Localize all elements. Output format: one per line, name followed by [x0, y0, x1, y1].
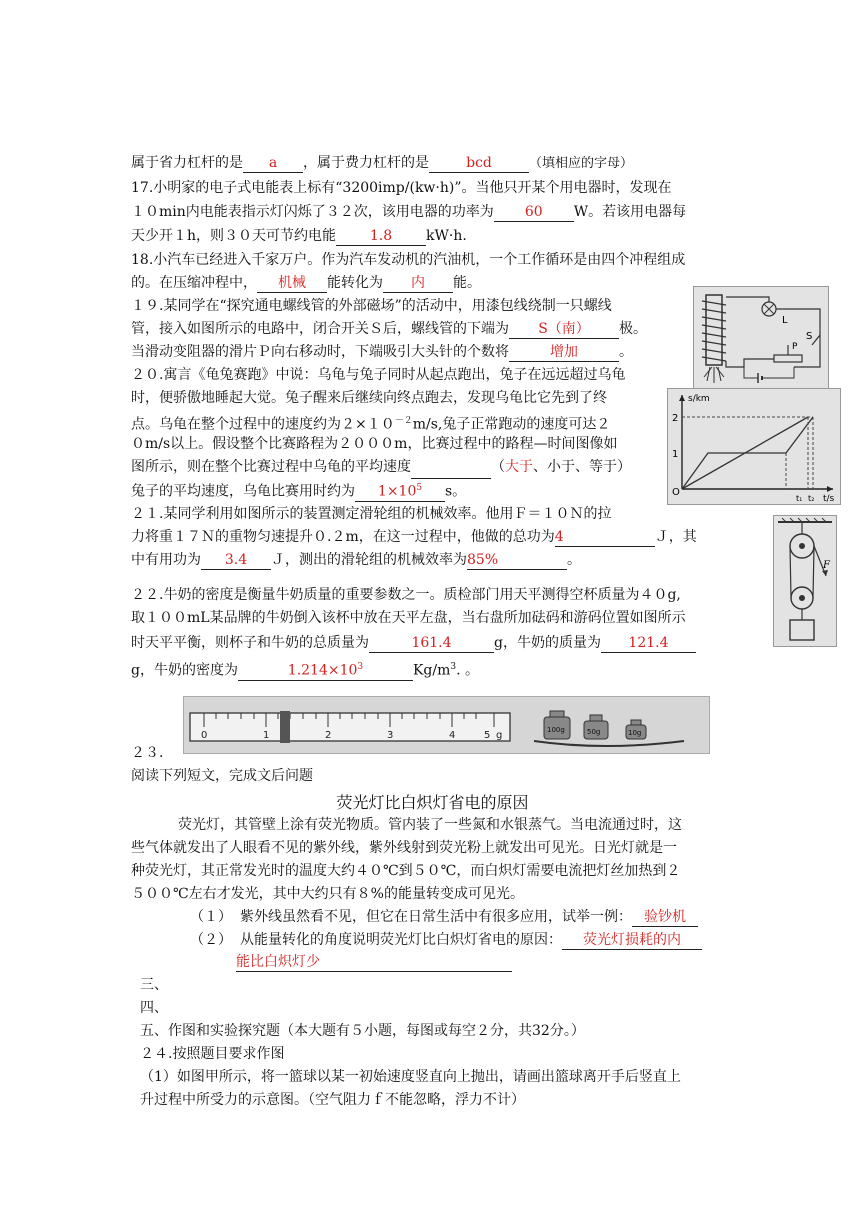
answer-blank[interactable]: 3.4: [201, 551, 271, 570]
answer-blank[interactable]: $1\times 10^5$: [355, 479, 445, 502]
q20-line-1: ２０.寓言《龟兔赛跑》中说：乌龟与兔子同时从起点跑出，兔子在远远超过乌龟: [131, 367, 626, 383]
y-tick-1: 1: [672, 449, 679, 460]
lamp-label: L: [782, 315, 788, 326]
x-axis-label: t/s: [823, 494, 835, 504]
q24-line-2: （1）如图甲所示，将一篮球以某一初始速度竖直向上抛出，请画出篮球离开手后竖直上: [140, 1069, 681, 1085]
section-3: 三、: [140, 977, 168, 993]
q20-line-4: ０m/s以上。假设整个比赛路程为２０００m，比赛过程中的路程—时间图像如: [131, 436, 618, 452]
answer-blank[interactable]: 4: [555, 528, 655, 547]
q22-line-2: 取１００mL某品牌的牛奶倒入该杯中放在天平左盘，当右盘所加砝码和游码位置如图所示: [131, 610, 686, 626]
passage-title: 荧光灯比白炽灯省电的原因: [336, 793, 529, 812]
pulley-svg: [774, 516, 836, 646]
q23-sub-2: （２） 从能量转化的角度说明荧光灯比白炽灯省电的原因： 荧光灯损耗的内: [190, 929, 702, 951]
answer-blank[interactable]: 能比白炽灯少: [236, 953, 512, 972]
q22-line-3: 时天平平衡，则杯子和牛奶的总质量为 161.4 g，牛奶的质量为 121.4: [131, 632, 696, 654]
answer-blank[interactable]: 荧光灯损耗的内: [562, 931, 702, 950]
passage-line-4: ５００℃左右才发光，其中大约只有８%的能量转变成可见光。: [131, 886, 524, 902]
answer-blank[interactable]: bcd: [429, 154, 529, 173]
q24-line-3: 升过程中所受力的示意图。（空气阻力ｆ不能忽略，浮力不计）: [140, 1092, 525, 1108]
q20-line-6: 兔子的平均速度，乌龟比赛用时约为 $1\times 10^5$ s。: [131, 479, 466, 503]
force-label: F: [823, 560, 830, 571]
q23-intro: 阅读下列短文，完成文后问题: [131, 768, 313, 784]
answer-blank[interactable]: 1.8: [336, 227, 426, 246]
pulley-figure: [773, 515, 837, 647]
q17-line-3: 天少开１h，则３０天可节约电能 1.8 kW·h.: [131, 228, 467, 244]
passage-line-3: 种荧光灯，其正常发光时的温度大约４０℃到５０℃，而白炽灯需要电流把灯丝加热到２: [131, 863, 681, 879]
passage-line-2: 些气体就发出了人眼看不见的紫外线，紫外线射到荧光粉上就发出可见光。日光灯就是一: [131, 840, 677, 856]
distance-time-graph: [667, 388, 841, 505]
section-5: 五、作图和实验探究题（本大题有５小题，每图或每空２分，共32分。）: [140, 1023, 585, 1039]
ruler-tick-2: 2: [325, 730, 332, 741]
ruler-tick-4: 4: [449, 730, 456, 741]
q22-line-1: ２２.牛奶的密度是衡量牛奶质量的重要参数之一。质检部门用天平测得空杯质量为４０g,: [131, 587, 681, 603]
answer-text: 大于: [505, 459, 533, 475]
q18-line-1: 18.小汽车已经进入千家万户。作为汽车发动机的汽油机，一个工作循环是由四个冲程组成: [131, 252, 686, 268]
weight-50g: 50g: [587, 728, 601, 736]
answer-blank[interactable]: 121.4: [601, 634, 696, 653]
q17-line-1: 17.小明家的电子式电能表上标有“3200imp/(kw·h)”。当他只开某个用电器时，发现在: [131, 180, 672, 196]
weight-10g: 10g: [628, 729, 642, 737]
balance-ruler-figure: [183, 696, 710, 754]
passage-line-1: 荧光灯，其管壁上涂有荧光物质。管内装了一些氮和水银蒸气。当电流通过时，这: [178, 817, 682, 833]
q23-sub-1: （１） 紫外线虽然看不见，但它在日常生活中有很多应用，试举一例： 验钞机: [190, 906, 698, 928]
ruler-tick-3: 3: [387, 730, 394, 741]
weight-100g: 100g: [547, 726, 565, 734]
q20-line-5: 图所示，则在整个比赛过程中乌龟的平均速度 （大于、小于、等于）: [131, 456, 631, 479]
origin-label: O: [672, 487, 680, 498]
answer-blank[interactable]: 内: [383, 274, 453, 293]
q20-line-3: 点。乌龟在整个过程中的速度约为$2\times 10^{-2}m/s$,兔子正常跑动的速度可达２: [131, 416, 611, 433]
answer-blank[interactable]: 60: [494, 203, 574, 222]
solenoid-circuit-diagram: [694, 287, 828, 391]
q16-line: 属于省力杠杆的是 a ，属于费力杠杆的是 bcd （填相应的字母）: [131, 155, 634, 171]
answer-blank[interactable]: S（南）: [509, 320, 619, 339]
y-axis-label: s/km: [688, 394, 710, 404]
ruler-weights-svg: [184, 697, 709, 753]
q23-number: ２３.: [131, 745, 164, 761]
section-4: 四、: [140, 1000, 168, 1016]
ruler-tick-0: 0: [201, 730, 208, 741]
q17-line-2: １０min内电能表指示灯闪烁了３２次，该用电器的功率为 60 W。若该用电器每: [131, 204, 687, 220]
q24-line-1: ２４.按照题目要求作图: [140, 1046, 285, 1062]
q18-line-2: 的。在压缩冲程中， 机械 能转化为 内 能。: [131, 275, 481, 291]
ruler-tick-5: 5: [484, 730, 491, 741]
q21-line-2: 力将重１７Ｎ的重物匀速提升０.２m，在这一过程中，他做的总功为4 Ｊ，其: [131, 529, 697, 545]
q19-line-3: 当滑动变阻器的滑片Ｐ向右移动时，下端吸引大头针的个数将 增加 。: [131, 344, 633, 360]
answer-blank[interactable]: 161.4: [369, 634, 494, 653]
answer-blank[interactable]: 增加: [509, 343, 619, 362]
t2-label: t₂: [808, 494, 815, 503]
q19-line-1: １９.某同学在“探究通电螺线管的外部磁场”的活动中，用漆包线绕制一只螺线: [131, 298, 612, 314]
answer-blank[interactable]: 验钞机: [632, 908, 698, 927]
answer-blank[interactable]: 85%: [467, 551, 567, 570]
q21-line-1: ２１.某同学利用如图所示的装置测定滑轮组的机械效率。他用Ｆ＝１０Ｎ的拉: [131, 506, 612, 522]
distance-time-svg: [668, 389, 840, 504]
switch-label: S: [806, 331, 813, 342]
q20-line-2: 时，便骄傲地睡起大觉。兔子醒来后继续向终点跑去，发现乌龟比它先到了终: [131, 390, 607, 406]
answer-blank[interactable]: a: [243, 154, 303, 173]
q21-line-3: 中有用功为 3.4 Ｊ，测出的滑轮组的机械效率为85% 。: [131, 552, 581, 568]
slider-label: P: [792, 342, 798, 352]
solenoid-circuit-figure: [693, 286, 829, 392]
t1-label: t₁: [796, 494, 803, 503]
y-tick-2: 2: [672, 413, 679, 424]
ruler-unit: g: [496, 730, 503, 741]
answer-blank[interactable]: $1.214\times 10^3$: [238, 658, 413, 681]
answer-blank[interactable]: 机械: [257, 274, 327, 293]
answer-blank[interactable]: [411, 456, 491, 479]
q22-line-4: g，牛奶的密度为 $1.214\times 10^3$ $Kg/m^3$. 。: [131, 656, 479, 682]
q19-line-2: 管，接入如图所示的电路中，闭合开关Ｓ后，螺线管的下端为 S（南） 极。: [131, 321, 647, 337]
ruler-tick-1: 1: [263, 730, 270, 741]
q23-sub-2-cont: [236, 951, 512, 973]
